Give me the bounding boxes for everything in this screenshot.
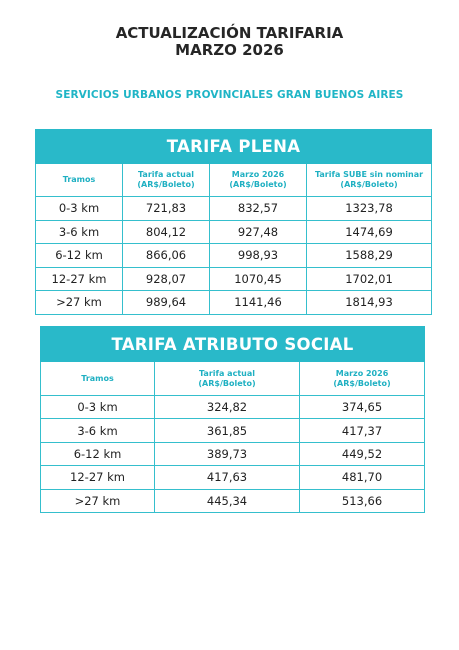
table-cell: 445,34 — [155, 489, 300, 512]
column-header: Tarifa actual (AR$/Boleto) — [155, 362, 300, 396]
table-cell: 374,65 — [300, 396, 425, 419]
table-cell: >27 km — [41, 489, 155, 512]
table-cell: 389,73 — [155, 442, 300, 465]
table-cell: 1588,29 — [307, 244, 432, 268]
table-row — [41, 442, 425, 465]
table-cell: 1323,78 — [307, 197, 432, 221]
table-cell: 6-12 km — [36, 244, 123, 268]
table-row — [41, 466, 425, 489]
table-cell: 12-27 km — [36, 267, 123, 291]
table-cell: 1814,93 — [307, 291, 432, 315]
table-row — [41, 419, 425, 442]
column-header: Tarifa actual (AR$/Boleto) — [123, 164, 210, 197]
page-subtitle: SERVICIOS URBANOS PROVINCIALES GRAN BUENOS AIRES — [55, 89, 404, 101]
table-cell: 1070,45 — [210, 267, 307, 291]
column-header: Tramos — [36, 164, 123, 197]
table-cell: 804,12 — [123, 220, 210, 244]
table-row — [36, 220, 432, 244]
table-cell: 6-12 km — [41, 442, 155, 465]
column-header: Marzo 2026 (AR$/Boleto) — [210, 164, 307, 197]
table-cell: 361,85 — [155, 419, 300, 442]
tarifa-social-table — [40, 326, 425, 513]
table-cell: 3-6 km — [41, 419, 155, 442]
table-cell: 866,06 — [123, 244, 210, 268]
table-cell: 989,64 — [123, 291, 210, 315]
table-row — [41, 489, 425, 512]
table-cell: 1474,69 — [307, 220, 432, 244]
table-cell: 449,52 — [300, 442, 425, 465]
column-header: Tramos — [41, 362, 155, 396]
tarifa-plena-title: TARIFA PLENA — [36, 130, 432, 164]
column-header: Marzo 2026 (AR$/Boleto) — [300, 362, 425, 396]
table-row — [41, 396, 425, 419]
table-cell: 3-6 km — [36, 220, 123, 244]
table-cell: 832,57 — [210, 197, 307, 221]
table-row — [36, 291, 432, 315]
table-cell: 417,63 — [155, 466, 300, 489]
table-cell: 324,82 — [155, 396, 300, 419]
table-cell: >27 km — [36, 291, 123, 315]
tarifa-social-title: TARIFA ATRIBUTO SOCIAL — [41, 327, 425, 362]
table-cell: 927,48 — [210, 220, 307, 244]
table-cell: 1141,46 — [210, 291, 307, 315]
table-cell: 481,70 — [300, 466, 425, 489]
table-cell: 0-3 km — [36, 197, 123, 221]
page-title: ACTUALIZACIÓN TARIFARIA — [115, 24, 344, 42]
table-cell: 721,83 — [123, 197, 210, 221]
table-cell: 12-27 km — [41, 466, 155, 489]
table-cell: 1702,01 — [307, 267, 432, 291]
table-cell: 417,37 — [300, 419, 425, 442]
table-row — [36, 244, 432, 268]
table-cell: 928,07 — [123, 267, 210, 291]
table-row — [36, 267, 432, 291]
table-cell: 513,66 — [300, 489, 425, 512]
table-cell: 998,93 — [210, 244, 307, 268]
table-row — [36, 197, 432, 221]
tarifa-plena-table — [35, 129, 432, 315]
page-title-date: MARZO 2026 — [175, 41, 284, 59]
table-cell: 0-3 km — [41, 396, 155, 419]
column-header: Tarifa SUBE sin nominar (AR$/Boleto) — [307, 164, 432, 197]
